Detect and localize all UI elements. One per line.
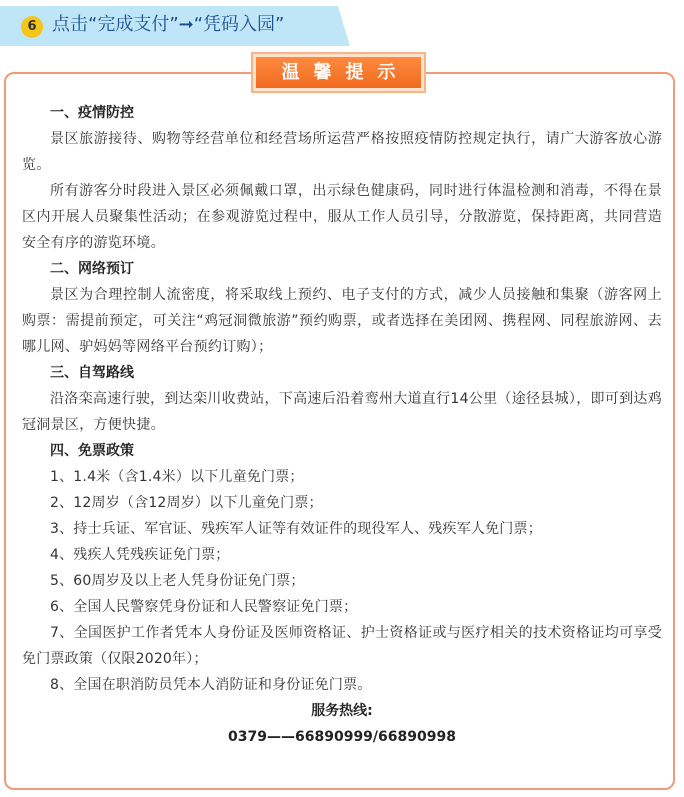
list-item: 1、1.4米（含1.4米）以下儿童免门票；: [50, 469, 304, 485]
section-heading-driving: 三、自驾路线: [50, 365, 134, 381]
list-item: 5、60周岁及以上老人凭身份证免门票；: [50, 573, 305, 589]
notice-title: 温馨提示: [281, 62, 410, 83]
section-heading-free-ticket: 四、免票政策: [50, 443, 134, 459]
paragraph: 景区旅游接待、购物等经营单位和经营场所运营严格按照疫情防控规定执行，请广大游客放心游览。: [22, 131, 662, 173]
list-item: 7、全国医护工作者凭本人身份证及医师资格证、护士资格证或与医疗相关的技术资格证均可享受免门票政策（仅限2020年）；: [22, 625, 662, 667]
list-item: 2、12周岁（含12周岁）以下儿童免门票；: [50, 495, 323, 511]
list-item: 4、残疾人凭残疾证免门票；: [50, 547, 230, 563]
list-item: 3、持士兵证、军官证、残疾军人证等有效证件的现役军人、残疾军人免门票；: [50, 521, 542, 537]
notice-content: [22, 100, 662, 750]
step-instruction: 点击“完成支付”➞“凭码入园”: [52, 14, 285, 35]
service-hotline-label: 服务热线:: [311, 703, 373, 719]
notice-title-tab: [253, 54, 424, 91]
service-hotline-number: 0379——66890999/66890998: [228, 729, 456, 745]
paragraph: 沿洛栾高速行驶，到达栾川收费站，下高速后沿着鸾州大道直行14公里（途径县城），即可到达鸡冠洞景区，方便快捷。: [22, 391, 663, 433]
list-item: 6、全国人民警察凭身份证和人民警察证免门票；: [50, 599, 358, 615]
paragraph: 景区为合理控制人流密度，将采取线上预约、电子支付的方式，减少人员接触和集聚（游客网上购票：需提前预定，可关注“鸡冠洞微旅游”预约购票，或者选择在美团网、携程网、同程旅游网、去哪儿网、驴妈妈等网络平台预约订购）；: [22, 287, 662, 355]
section-heading-booking: 二、网络预订: [50, 261, 134, 277]
list-item: 8、全国在职消防员凭本人消防证和身份证免门票。: [50, 677, 372, 693]
paragraph: 所有游客分时段进入景区必须佩戴口罩，出示绿色健康码，同时进行体温检测和消毒，不得在景区内开展人员聚集性活动；在参观游览过程中，服从工作人员引导，分散游览，保持距离，共同营造安全有序的游览环境。: [22, 183, 662, 251]
step-number-badge: 6: [21, 16, 43, 38]
section-heading-epidemic: 一、疫情防控: [50, 105, 134, 121]
